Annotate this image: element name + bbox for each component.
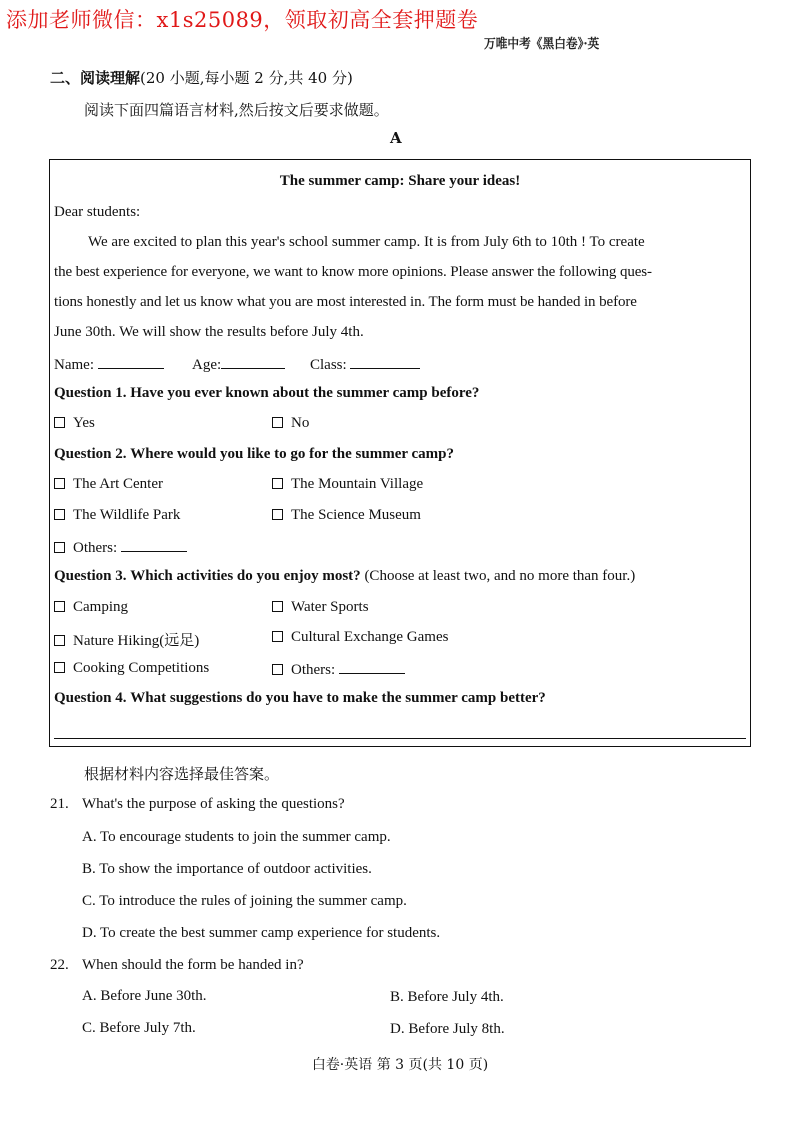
question-number: 22.: [50, 957, 69, 973]
option-label: Cultural Exchange Games: [291, 629, 449, 645]
question-label: Question 1.: [54, 385, 127, 401]
section-instruction: 阅读下面四篇语言材料,然后按文后要求做题。: [84, 101, 389, 119]
watermark-text: 添加老师微信：x1s25089，领取初高全套押题卷: [6, 8, 479, 32]
option-art-center[interactable]: [54, 476, 163, 493]
name-label: Name:: [54, 357, 94, 373]
option-label: The Wildlife Park: [73, 507, 181, 523]
checkbox[interactable]: [54, 509, 65, 520]
option-others-activity[interactable]: [272, 660, 405, 679]
checkbox[interactable]: [272, 631, 283, 642]
class-label: Class:: [310, 357, 347, 373]
passage-letter: A: [390, 129, 402, 147]
header-fragment: 万唯中考《黑白卷》·英: [484, 37, 600, 52]
name-blank[interactable]: [98, 355, 164, 369]
age-blank[interactable]: [221, 355, 285, 369]
class-field: [310, 355, 420, 374]
question-text: Where would you like to go for the summer camp?: [130, 446, 455, 462]
checkbox[interactable]: [272, 509, 283, 520]
option-mountain-village[interactable]: [272, 476, 423, 493]
question-number: 21.: [50, 796, 69, 812]
answer-option[interactable]: B. To show the importance of outdoor activities.: [82, 861, 372, 877]
form-body-line: We are excited to plan this year's school summer camp. It is from July 6th to 10th ! To create: [88, 234, 645, 250]
checkbox[interactable]: [272, 601, 283, 612]
checkbox[interactable]: [54, 478, 65, 489]
checkbox[interactable]: [54, 417, 65, 428]
class-blank[interactable]: [350, 355, 420, 369]
option-label: The Mountain Village: [291, 476, 424, 492]
option-science-museum[interactable]: [272, 507, 421, 524]
section-heading: [50, 67, 353, 88]
option-label: The Science Museum: [291, 507, 421, 523]
option-label: Cooking Competitions: [73, 660, 210, 676]
checkbox[interactable]: [272, 478, 283, 489]
option-label: Others:: [291, 662, 336, 678]
answer-option[interactable]: C. To introduce the rules of joining the summer camp.: [82, 893, 407, 909]
question-label: Question 2.: [54, 446, 127, 462]
option-label: Camping: [73, 599, 128, 615]
name-field: [54, 355, 164, 374]
suggestion-answer-line[interactable]: [54, 738, 746, 739]
section-title: 二、阅读理解: [50, 69, 141, 87]
checkbox[interactable]: [54, 601, 65, 612]
answer-option[interactable]: A. Before June 30th.: [82, 988, 207, 1004]
option-label: Yes: [73, 415, 95, 431]
option-camping[interactable]: [54, 599, 128, 616]
question-1: [54, 385, 479, 402]
form-greeting: Dear students:: [54, 204, 141, 220]
question-3: [54, 568, 635, 585]
answer-option[interactable]: D. Before July 8th.: [390, 1021, 505, 1037]
question-stem: When should the form be handed in?: [82, 957, 304, 973]
form-title: The summer camp: Share your ideas!: [279, 173, 521, 189]
option-cooking[interactable]: [54, 660, 209, 677]
option-others-place[interactable]: [54, 538, 187, 557]
checkbox[interactable]: [54, 635, 65, 646]
form-body-line: the best experience for everyone, we want to know more opinions. Please answer the following ques-: [54, 264, 652, 280]
answer-option[interactable]: C. Before July 7th.: [82, 1020, 196, 1036]
checkbox[interactable]: [272, 417, 283, 428]
checkbox[interactable]: [272, 664, 283, 675]
option-wildlife-park[interactable]: [54, 507, 180, 524]
option-label: Nature Hiking(远足): [73, 633, 200, 649]
option-yes[interactable]: [54, 415, 95, 432]
answer-option[interactable]: D. To create the best summer camp experience for students.: [82, 925, 441, 941]
option-cultural-exchange[interactable]: [272, 629, 448, 646]
option-label: Water Sports: [291, 599, 369, 615]
question-label: Question 4.: [54, 690, 127, 706]
task-instruction: 根据材料内容选择最佳答案。: [84, 765, 280, 783]
option-no[interactable]: [272, 415, 309, 432]
form-body-line: June 30th. We will show the results before July 4th.: [54, 324, 364, 340]
others-blank[interactable]: [121, 538, 187, 552]
page-footer: 白卷·英语 第 3 页(共 10 页): [311, 1057, 489, 1073]
option-label: The Art Center: [73, 476, 163, 492]
question-2: [54, 446, 454, 463]
question-text: Have you ever known about the summer camp before?: [130, 385, 480, 401]
option-label: No: [291, 415, 310, 431]
question-label: Question 3.: [54, 568, 127, 584]
question-4: [54, 690, 546, 707]
checkbox[interactable]: [54, 662, 65, 673]
survey-form-box: [49, 159, 751, 747]
age-field: [192, 355, 285, 374]
question-note: (Choose at least two, and no more than four.): [364, 568, 636, 584]
answer-option[interactable]: B. Before July 4th.: [390, 989, 504, 1005]
others-blank[interactable]: [339, 660, 405, 674]
option-nature-hiking[interactable]: [54, 629, 199, 650]
checkbox[interactable]: [54, 542, 65, 553]
option-water-sports[interactable]: [272, 599, 369, 616]
section-note: (20 小题,每小题 2 分,共 40 分): [140, 69, 353, 87]
question-stem: What's the purpose of asking the questions?: [82, 796, 345, 812]
form-body-line: tions honestly and let us know what you are most interested in. The form must be handed in before: [54, 294, 637, 310]
option-label: Others:: [73, 540, 118, 556]
question-text: Which activities do you enjoy most?: [130, 568, 361, 584]
age-label: Age:: [192, 357, 222, 373]
answer-option[interactable]: A. To encourage students to join the summer camp.: [82, 829, 391, 845]
question-text: What suggestions do you have to make the summer camp better?: [130, 690, 546, 706]
